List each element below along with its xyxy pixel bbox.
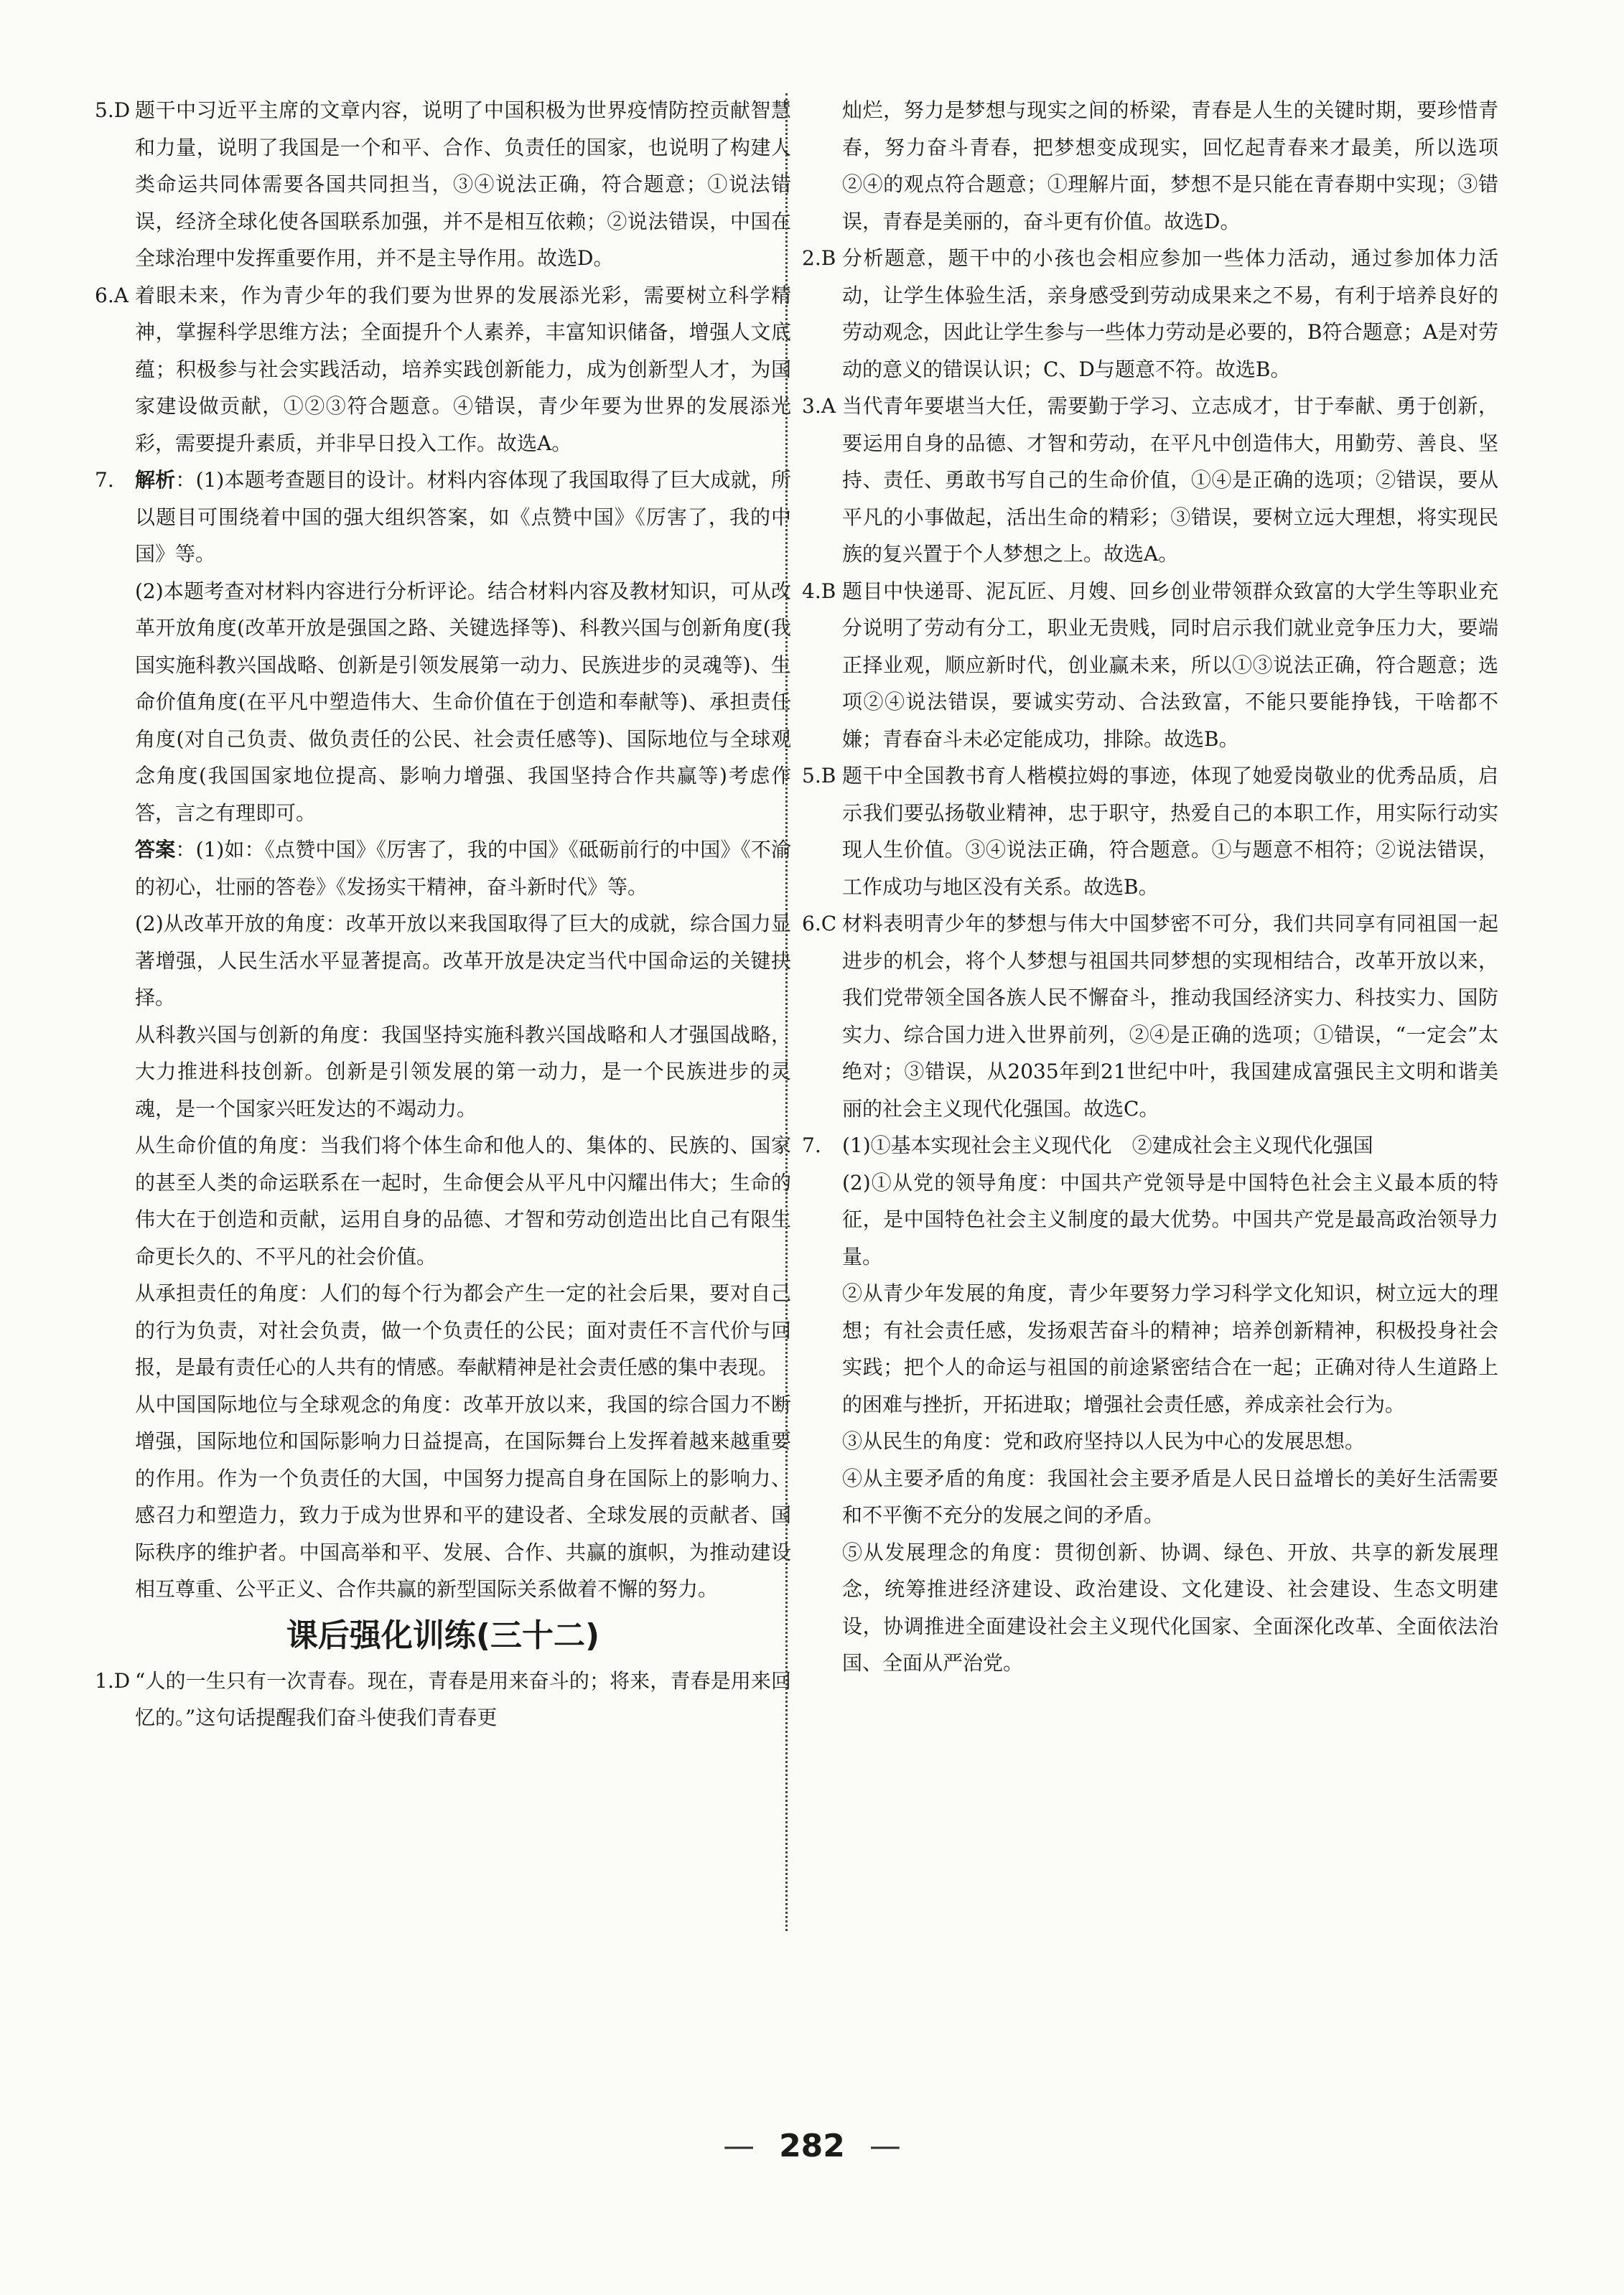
item-text: 题干中习近平主席的文章内容，说明了中国积极为世界疫情防控贡献智慧和力量，说明了我国是一个和平、合作、负责任的国家，也说明了构建人类命运共同体需要各国共同担当，③④说法正确，符合题意；①说法错误，经济全球化使各国联系加强，并不是相互依赖；②说法错误，中国在全球治理中发挥重要作用，并不是主导作用。故选D。 [135,98,791,270]
answer-paragraph: (2)从改革开放的角度：改革开放以来我国取得了巨大的成就，综合国力显著增强，人民生活水平显著提高。改革开放是决定当代中国命运的关键抉择。 [135,912,791,1009]
answer-paragraph: 从中国国际地位与全球观念的角度：改革开放以来，我国的综合国力不断增强，国际地位和国际影响力日益提高，在国际舞台上发挥着越来越重要的作用。作为一个负责任的大国，中国努力提高自身在国际上的影响力、感召力和塑造力，致力于成为世界和平的建设者、全球发展的贡献者、国际秩序的维护者。中国高举和平、发展、合作、共赢的旗帜，为推动建设相互尊重、公平正义、合作共赢的新型国际关系做着不懈的努力。 [135,1392,791,1601]
analysis-label: 解析 [135,468,176,492]
answer-paragraph: 从生命价值的角度：当我们将个体生命和他人的、集体的、民族的、国家的甚至人类的命运联系在一起时，生命便会从平凡中闪耀出伟大；生命的伟大在于创造和贡献，运用自身的品德、才智和劳动创造出比自己有限生命更长久的、不平凡的社会价值。 [135,1134,791,1268]
answer-paragraph: ④从主要矛盾的角度：我国社会主要矛盾是人民日益增长的美好生活需要和不平衡不充分的发展之间的矛盾。 [842,1466,1498,1527]
answer-item-5 [95,92,791,277]
answer-label: 答案 [135,838,176,861]
item-number: 4.B [802,579,836,603]
left-column [95,92,791,1737]
answer-paragraph: 从承担责任的角度：人们的每个行为都会产生一定的社会后果，要对自己的行为负责，对社会负责，做一个负责任的公民；面对责任不言代价与回报，是最有责任心的人共有的情感。奉献精神是社会责任感的集中表现。 [135,1281,791,1379]
item-text: 题目中快递哥、泥瓦匠、月嫂、回乡创业带领群众致富的大学生等职业充分说明了劳动有分工，职业无贵贱，同时启示我们就业竞争压力大，要端正择业观，顺应新时代，创业赢未来，所以①③说法正确，符合题意；选项②④说法错误，要诚实劳动、合法致富，不能只要能挣钱，干啥都不嫌；青春奋斗未必定能成功，排除。故选B。 [842,579,1498,751]
answer-item-7 [802,1127,1498,1164]
analysis-text: ：(1)本题考查题目的设计。材料内容体现了我国取得了巨大成就，所以题目可围绕着中国的强大组织答案，如《点赞中国》《厉害了，我的中国》等。 [135,468,791,566]
column-divider [785,93,788,1931]
answer-paragraph: 从科教兴国与创新的角度：我国坚持实施科教兴国战略和人才强国战略，大力推进科技创新。创新是引领发展的第一动力，是一个民族进步的灵魂，是一个国家兴旺发达的不竭动力。 [135,1022,791,1121]
page-number-text: 282 [779,2128,845,2164]
answer-item-5 [802,757,1498,905]
dash-decoration: — [869,2128,901,2164]
answer-item-7 [95,462,791,573]
analysis-paragraph: (2)本题考查对材料内容进行分析评论。结合材料内容及教材知识，可从改革开放角度(改革开放是强国之路、关键选择等)、科教兴国与创新角度(我国实施科教兴国战略、创新是引领发展第一动力、民族进步的灵魂等)、生命价值角度(在平凡中塑造伟大、生命价值在于创造和奉献等)、承担责任角度(对自己负责、做负责任的公民、社会责任感等)、国际地位与全球观念角度(我国国家地位提高、影响力增强、我国坚持合作共赢等)考虑作答，言之有理即可。 [135,579,791,825]
item-text: “人的一生只有一次青春。现在，青春是用来奋斗的；将来，青春是用来回忆的。”这句话提醒我们奋斗使我们青春更 [135,1668,791,1729]
item-text: 分析题意，题干中的小孩也会相应参加一些体力活动，通过参加体力活动，让学生体验生活，亲身感受到劳动成果来之不易，有利于培养良好的劳动观念，因此让学生参与一些体力劳动是必要的，B符合题意；A是对劳动的意义的错误认识；C、D与题意不符。故选B。 [842,246,1498,381]
item-number: 2.B [802,246,836,270]
answer-item-6 [95,277,791,462]
answer-item-3 [802,388,1498,573]
item-text: 题干中全国教书育人楷模拉姆的事迹，体现了她爱岗敬业的优秀品质，启示我们要弘扬敬业精神，忠于职守，热爱自己的本职工作，用实际行动实现人生价值。③④说法正确，符合题意。①与题意不相符；②说法错误，工作成功与地区没有关系。故选B。 [842,764,1498,899]
item-number: 1.D [95,1668,131,1693]
answer-item-6 [802,905,1498,1127]
dash-decoration: — [723,2128,755,2164]
answer-item-1-continued: 灿烂，努力是梦想与现实之间的桥梁，青春是人生的关键时期，要珍惜青春，努力奋斗青春，把梦想变成现实，回忆起青春来才最美，所以选项②④的观点符合题意；①理解片面，梦想不是只能在青春期中实现；③错误，青春是美丽的，奋斗更有价值。故选D。 [842,98,1498,233]
item-number: 6.A [95,283,129,307]
right-column [802,92,1498,1682]
item-number: 7. [95,468,114,492]
answer-item-1 [95,1663,791,1737]
item-number: 7. [802,1134,821,1157]
answer-paragraph: ②从青少年发展的角度，青少年要努力学习科学文化知识，树立远大的理想；有社会责任感，发扬艰苦奋斗的精神；培养创新精神，积极投身社会实践；把个人的命运与祖国的前途紧密结合在一起；正确对待人生道路上的困难与挫折，开拓进取；增强社会责任感，养成亲社会行为。 [842,1281,1498,1416]
answer-text: ：(1)如：《点赞中国》《厉害了，我的中国》《砥砺前行的中国》《不渝的初心，壮丽的答卷》《发扬实干精神，奋斗新时代》等。 [135,838,791,899]
item-number: 3.A [802,394,836,418]
answer-item-4 [802,573,1498,758]
answer-paragraph [95,831,791,905]
item-text: 着眼未来，作为青少年的我们要为世界的发展添光彩，需要树立科学精神，掌握科学思维方法；全面提升个人素养，丰富知识储备，增强人文底蕴；积极参与社会实践活动，培养实践创新能力，成为创新型人才，为国家建设做贡献，①②③符合题意。④错误，青少年要为世界的发展添光彩，需要提升素质，并非早日投入工作。故选A。 [135,283,791,455]
section-title: 课后强化训练(三十二) [286,1617,600,1654]
answer-paragraph: (2)①从党的领导角度：中国共产党领导是中国特色社会主义最本质的特征，是中国特色社会主义制度的最大优势。中国共产党是最高政治领导力量。 [842,1170,1498,1268]
item-text: 材料表明青少年的梦想与伟大中国梦密不可分，我们共同享有同祖国一起进步的机会，将个人梦想与祖国共同梦想的实现相结合，改革开放以来，我们党带领全国各族人民不懈奋斗，推动我国经济实力、科技实力、国防实力、综合国力进入世界前列，②④是正确的选项；①错误，“一定会”太绝对；③错误，从2035年到21世纪中叶，我国建成富强民主文明和谐美丽的社会主义现代化强国。故选C。 [842,912,1498,1121]
page-number [0,2125,1624,2168]
answer-item-2 [802,240,1498,388]
item-text: 当代青年要堪当大任，需要勤于学习、立志成才，甘于奉献、勇于创新，要运用自身的品德、才智和劳动，在平凡中创造伟大，用勤劳、善良、坚持、责任、勇敢书写自己的生命价值，①④是正确的选项；②错误，要从平凡的小事做起，活出生命的精彩；③错误，要树立远大理想，将实现民族的复兴置于个人梦想之上。故选A。 [842,394,1498,566]
item-number: 5.D [95,98,131,122]
item-text: (1)①基本实现社会主义现代化 ②建成社会主义现代化强国 [842,1134,1373,1157]
item-number: 6.C [802,912,837,935]
answer-paragraph: ③从民生的角度：党和政府坚持以人民为中心的发展思想。 [842,1429,1366,1453]
item-number: 5.B [802,764,836,787]
answer-paragraph: ⑤从发展理念的角度：贯彻创新、协调、绿色、开放、共享的新发展理念，统筹推进经济建设、政治建设、文化建设、社会建设、生态文明建设，协调推进全面建设社会主义现代化国家、全面深化改革、全面依法治国、全面从严治党。 [842,1540,1498,1675]
